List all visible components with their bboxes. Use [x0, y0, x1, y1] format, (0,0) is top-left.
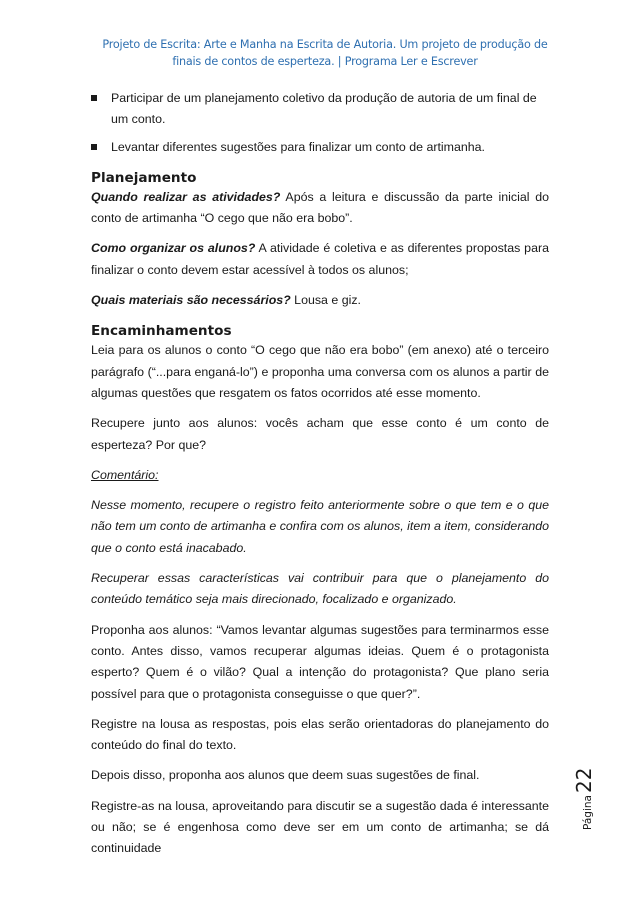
paragraph	[91, 290, 549, 311]
header-line-2: finais de contos de esperteza. | Programa Ler e Escrever	[172, 55, 478, 68]
page-header	[60, 36, 590, 70]
question-label: Quais materiais são necessários?	[91, 293, 291, 308]
page-number: 22	[572, 767, 596, 794]
paragraph: Registre na lousa as respostas, pois elas serão orientadoras do planejamento do conteúdo do final do texto.	[91, 716, 549, 753]
list-item	[91, 137, 549, 158]
section-heading-planejamento: Planejamento	[91, 169, 197, 186]
paragraph	[91, 238, 549, 281]
answer-text: Após a leitura e discussão da parte inicial do conto de artimanha “O cego que não era bobo”.	[91, 189, 549, 226]
list-item-text: Participar de um planejamento coletivo da produção de autoria de um final de um conto.	[111, 91, 537, 127]
question-label: Quando realizar as atividades?	[91, 189, 281, 204]
answer-text: Lousa e giz.	[290, 293, 361, 308]
paragraph: Leia para os alunos o conto “O cego que não era bobo” (em anexo) até o terceiro parágrafo (“...para enganá-lo”) e proponha uma conversa com os alunos a partir de algumas questões que resgatem os fatos ocorridos até esse momento.	[91, 343, 549, 400]
page-number-marker	[572, 765, 602, 830]
paragraph	[91, 187, 549, 230]
list-item-text: Levantar diferentes sugestões para finalizar um conto de artimanha.	[111, 139, 486, 154]
comment-label: Comentário:	[91, 467, 159, 482]
page-body	[91, 88, 549, 869]
answer-text: A atividade é coletiva e as diferentes propostas para finalizar o conto devem estar acessível à todos os alunos;	[91, 241, 549, 277]
question-label: Como organizar os alunos?	[91, 241, 256, 256]
section-heading-encaminhamentos: Encaminhamentos	[91, 323, 232, 340]
square-bullet-icon	[91, 95, 97, 101]
paragraph: Depois disso, proponha aos alunos que deem suas sugestões de final.	[91, 768, 480, 783]
header-line-1: Projeto de Escrita: Arte e Manha na Escrita de Autoria. Um projeto de produção de	[102, 38, 548, 51]
paragraph: Recupere junto aos alunos: vocês acham que esse conto é um conto de esperteza? Por que?	[91, 416, 549, 452]
objectives-list	[91, 88, 549, 158]
paragraph: Registre-as na lousa, aproveitando para discutir se a sugestão dada é interessante ou não; se é engenhosa como deve ser em um conto de artimanha; se dá continuidade	[91, 798, 549, 856]
square-bullet-icon	[91, 144, 97, 150]
page-label: Página	[582, 795, 594, 830]
comment-paragraph: Recuperar essas características vai contribuir para que o planejamento do conteúdo temático seja mais direcionado, focalizado e organizado.	[91, 571, 549, 607]
comment-paragraph: Nesse momento, recupere o registro feito anteriormente sobre o que tem e o que não tem um conto de artimanha e confira com os alunos, item a item, considerando que o conto está inacabado.	[91, 498, 550, 555]
paragraph: Proponha aos alunos: “Vamos levantar algumas sugestões para terminarmos esse conto. Antes disso, vamos recuperar algumas ideias. Quem é o protagonista esperto? Quem é o vilão? Qual a intenção do protagonista? Que plano seria possível para que o protagonista conseguisse o que quer?”.	[91, 622, 549, 701]
list-item	[91, 88, 549, 131]
